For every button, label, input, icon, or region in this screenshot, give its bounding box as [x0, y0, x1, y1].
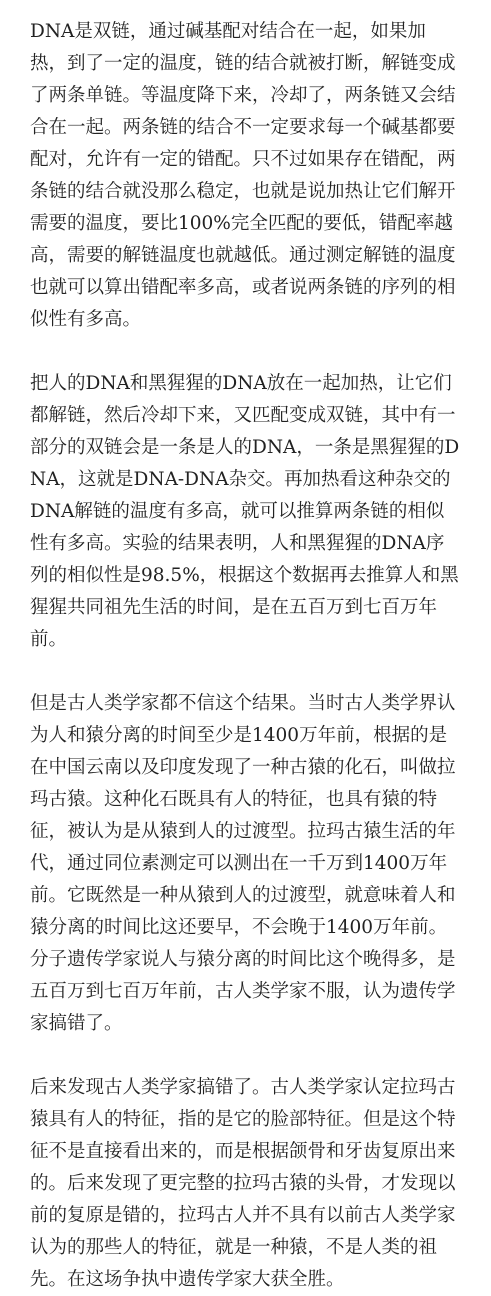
paragraph-dna-hybridization-principle: DNA是双链，通过碱基配对结合在一起，如果加热，到了一定的温度，链的结合就被打断，解链变成了两条单链。等温度降下来，冷却了，两条链又会结合在一起。两条链的结合不一定要求每一个碱基都要配对，允许有一定的错配。只不过如果存在错配，两条链的结合就没那么稳定，也就是说加热让它们解开需要的温度，要比100%完全匹配的要低，错配率越高，需要的解链温度也就越低。通过测定解链的温度也就可以算出错配率多高，或者说两条链的序列的相似性有多高。: [30, 21, 456, 330]
paragraph-paleoanthropology-dispute: 但是古人类学家都不信这个结果。当时古人类学界认为人和猿分离的时间至少是1400万年前，根据的是在中国云南以及印度发现了一种古猿的化石，叫做拉玛古猿。这种化石既具有人的特征，也具有猿的特征，被认为是从猿到人的过渡型。拉玛古猿生活的年代，通过同位素测定可以测出在一千万到1400万年前。它既然是一种从猿到人的过渡型，就意味着人和猿分离的时间比这还要早，不会晚于1400万年前。分子遗传学家说人与猿分离的时间比这个晚得多，是五百万到七百万年前，古人类学家不服，认为遗传学家搞错了。: [30, 693, 456, 1034]
paragraph-human-chimp-experiment: 把人的DNA和黑猩猩的DNA放在一起加热，让它们都解链，然后冷却下来，又匹配变成双链，其中有一部分的双链会是一条是人的DNA，一条是黑猩猩的DNA，这就是DNA-DNA杂交。再加热看这种杂交的DNA解链的温度有多高，就可以推算两条链的相似性有多高。实验的结果表明，人和黑猩猩的DNA序列的相似性是98.5%，根据这个数据再去推算人和黑猩猩共同祖先生活的时间，是在五百万到七百万年前。: [30, 373, 460, 650]
paragraph-resolution: 后来发现古人类学家搞错了。古人类学家认定拉玛古猿具有人的特征，指的是它的脸部特征。但是这个特征不是直接看出来的，而是根据颌骨和牙齿复原出来的。后来发现了更完整的拉玛古猿的头骨，才发现以前的复原是错的，拉玛古人并不具有以前古人类学家认为的那些人的特征，就是一种猿，不是人类的祖先。在这场争执中遗传学家大获全胜。: [30, 1077, 456, 1290]
